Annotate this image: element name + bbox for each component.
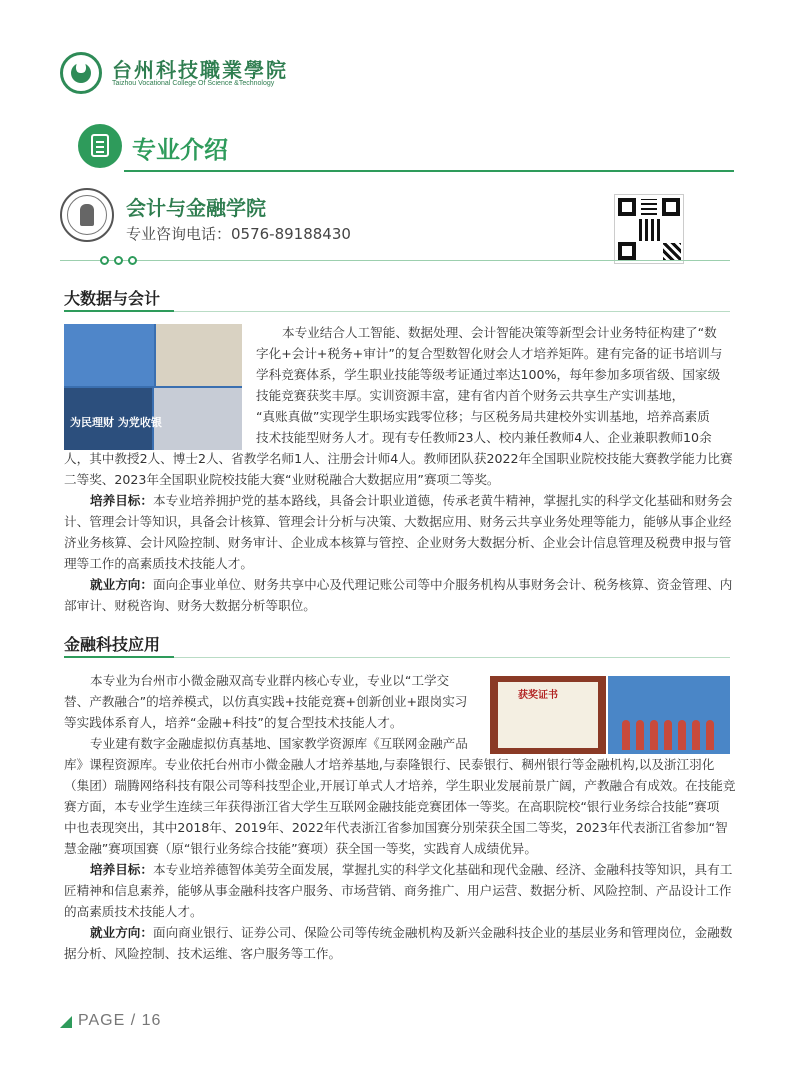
text-line: 匠精神和信息素养，能够从事金融科技客户服务、市场营销、商务推广、用户运营、数据分析、风险控制、产品设计工作	[64, 883, 732, 898]
text-line: 理等工作的高素质技术技能人才。	[64, 556, 253, 571]
text-line: 专业建有数字金融虚拟仿真基地、国家教学资源库《互联网金融产品	[90, 736, 468, 751]
college-name: 台州科技職業學院	[112, 58, 288, 82]
section1-intro-top	[256, 322, 730, 448]
text-line	[64, 490, 734, 511]
page-number: PAGE / 16	[78, 1012, 162, 1029]
text-line: 本专业结合人工智能、数据处理、会计智能决策等新型会计业务特征构建了“数	[282, 325, 717, 340]
section-title-big-data-accounting: 大数据与会计	[64, 289, 161, 308]
career-text: 面向企事业单位、财务共享中心及代理记账公司等中介服务机构从事财务会计、税务核算、资金管理、内	[152, 577, 733, 592]
text-line: 学科竞赛体系，学生职业技能等级考证通过率达100%，每年参加多项省级、国家级	[256, 367, 721, 382]
text-line: 部审计、财税咨询、财务大数据分析等职位。	[64, 598, 316, 613]
team-photo	[608, 676, 730, 754]
goal-label: 培养目标：	[90, 493, 153, 508]
career-text: 面向商业银行、证券公司、保险公司等传统金融机构及新兴金融科技企业的基层业务和管理岗位，金融数	[152, 925, 733, 940]
career-label: 就业方向：	[90, 577, 153, 592]
certificate-image	[490, 676, 606, 754]
text-line	[64, 574, 734, 595]
text-line	[64, 922, 734, 943]
department-phone: 专业咨询电话：0576-89188430	[126, 225, 351, 243]
text-line: 技术技能型财务人才。现有专任教师23人、校内兼任教师4人、企业兼职教师10余	[256, 430, 712, 445]
department-seal-icon	[60, 188, 114, 242]
college-header	[60, 52, 380, 96]
text-line: 慧金融”赛项国赛（原“银行业务综合技能”赛项）获全国一等奖，实践育人成绩优异。	[64, 841, 537, 856]
text-line: 人，其中教授2人、博士2人、省教学名师1人、注册会计师4人。教师团队获2022年全国职业院校技能大赛教学能力比赛	[64, 451, 733, 466]
career-label: 就业方向：	[90, 925, 153, 940]
award-photo	[490, 676, 730, 754]
text-line: 等实践体系育人，培养“金融+科技”的复合型技术技能人才。	[64, 715, 403, 730]
text-line: 库》课程资源库。专业依托台州市小微金融人才培养基地,与泰隆银行、民泰银行、稠州银行等金融机构,以及浙江羽化	[64, 757, 715, 772]
text-line: 赛方面，本专业学生连续三年获得浙江省大学生互联网金融技能竞赛团体一等奖。在高职院校“银行业务综合技能”赛项	[64, 799, 720, 814]
text-line: 计、管理会计等知识，具备会计核算、管理会计分析与决策、大数据应用、财务云共享业务处理等能力，能够从事企业经	[64, 514, 732, 529]
goal-label: 培养目标：	[90, 862, 153, 877]
department-name: 会计与金融学院	[126, 196, 266, 220]
section1-intro-bottom	[64, 448, 734, 616]
section2-intro-top	[64, 670, 484, 754]
section-underline	[64, 656, 174, 658]
document-icon	[78, 124, 122, 168]
text-line: 技能竞赛获奖丰厚。实训资源丰富，建有省内首个财务云共享生产实训基地，	[256, 388, 685, 403]
accounting-photo	[64, 324, 242, 450]
text-line: 本专业为台州市小微金融双高专业群内核心专业，专业以“工学交	[90, 673, 450, 688]
banner-divider	[124, 170, 734, 172]
goal-text: 本专业培养德智体美劳全面发展，掌握扎实的科学文化基础和现代金融、经济、金融科技等知识，具有工	[152, 862, 733, 877]
text-line	[64, 859, 734, 880]
section-underline-light	[174, 657, 730, 658]
section-banner	[78, 124, 738, 172]
text-line: 字化+会计+税务+审计”的复合型数智化财会人才培养矩阵。建有完备的证书培训与	[256, 346, 723, 361]
department-box	[60, 176, 730, 272]
college-logo	[60, 52, 102, 94]
text-line: 济业务核算、会计风险控制、财务审计、企业成本核算与管控、企业财务大数据分析、企业会计信息管理及税费申报与管	[64, 535, 732, 550]
page-corner-icon	[60, 1016, 72, 1028]
text-line: “真账真做”实现学生职场实践零位移；与区税务局共建校外实训基地，培养高素质	[256, 409, 710, 424]
photo-caption: 为民理财 为党收银	[70, 416, 162, 429]
college-name-en: Taizhou Vocational College Of Science &Technology	[112, 80, 275, 87]
text-line: （集团）瑞腾网络科技有限公司等科技型企业,开展订单式人才培养，学生职业发展前景广阔，产教融合有成效。在技能竞	[64, 778, 736, 793]
text-line: 据分析、风险控制、技术运维、客户服务等工作。	[64, 946, 342, 961]
qr-code-icon	[614, 194, 684, 264]
section-title-fintech: 金融科技应用	[64, 635, 161, 654]
section-underline	[64, 310, 174, 312]
text-line: 中也表现突出，其中2018年、2019年、2022年代表浙江省参加国赛分别荣获全国二等奖，2023年代表浙江省参加“智	[64, 820, 728, 835]
goal-text: 本专业培养拥护党的基本路线，具备会计职业道德，传承老黄牛精神，掌握扎实的科学文化基础和财务会	[152, 493, 733, 508]
section2-intro-bottom	[64, 754, 734, 964]
text-line: 替、产教融合”的培养模式，以仿真实践+技能竞赛+创新创业+跟岗实习	[64, 694, 468, 709]
text-line: 二等奖、2023年全国职业院校技能大赛“业财税融合大数据应用”赛项二等奖。	[64, 472, 500, 487]
dotted-divider	[60, 256, 730, 266]
section-underline-light	[174, 311, 730, 312]
text-line: 的高素质技术技能人才。	[64, 904, 203, 919]
page-title: 专业介绍	[132, 136, 228, 164]
certificate-title: 获奖证书	[518, 690, 558, 701]
